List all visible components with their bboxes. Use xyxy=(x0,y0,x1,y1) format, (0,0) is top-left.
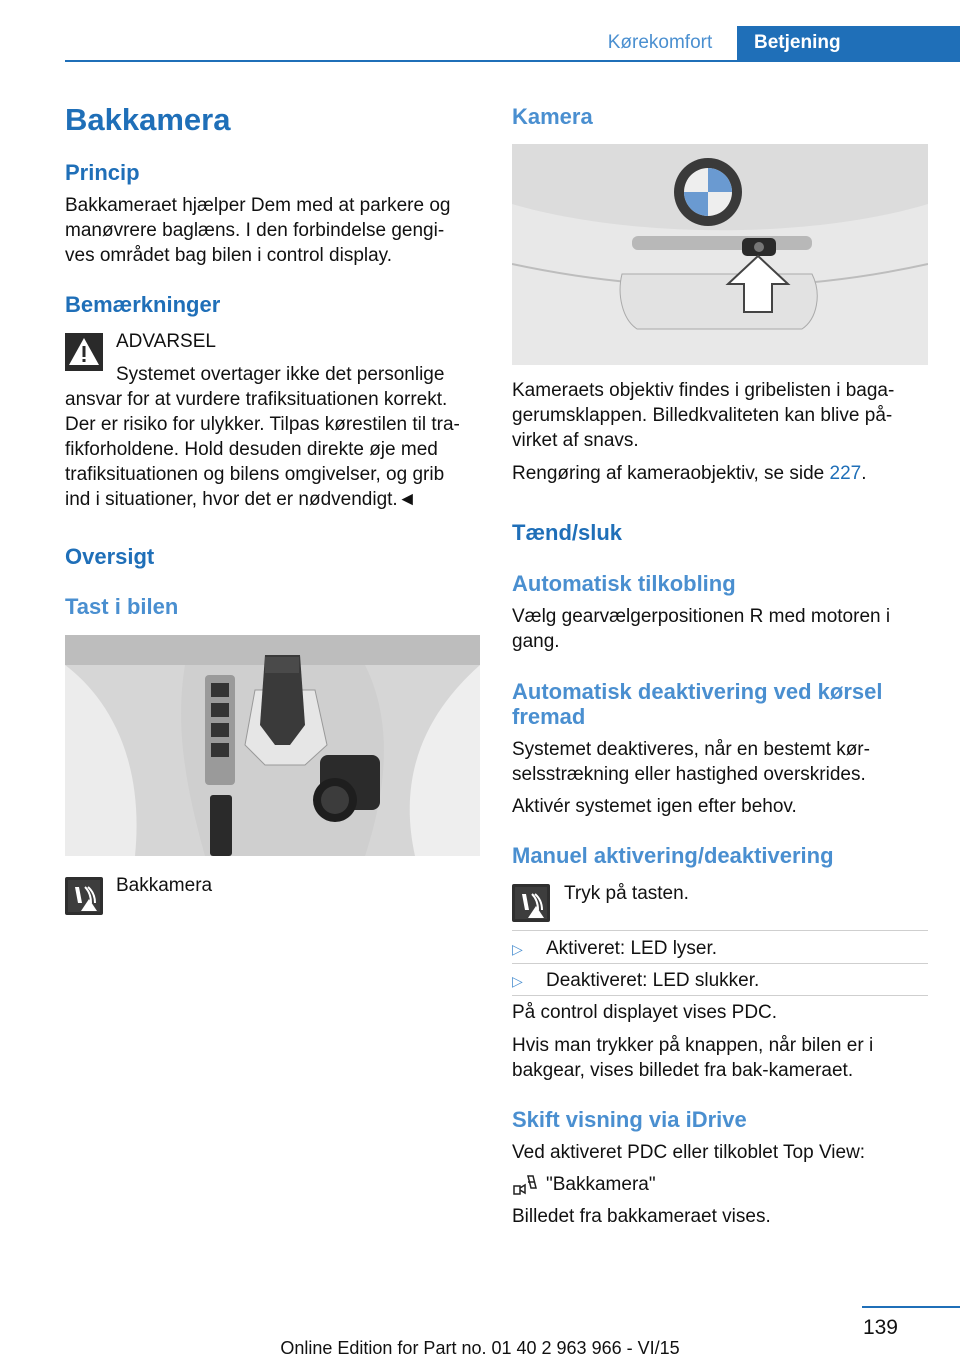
rear-camera-photo xyxy=(512,144,928,365)
bullet-divider xyxy=(512,963,928,964)
warning-label: ADVARSEL xyxy=(116,331,216,352)
bullet-item: ▷ Aktiveret: LED lyser. xyxy=(512,938,718,959)
camera-view-icon xyxy=(512,1174,538,1196)
center-console-photo xyxy=(65,635,480,856)
bullet-divider xyxy=(512,930,928,931)
page-number: 139 xyxy=(862,1316,898,1339)
rear-camera-button-icon xyxy=(65,877,103,915)
header-section: Kørekomfort xyxy=(607,32,713,53)
cleaning-text: Rengøring af kameraobjektiv, se side 227. xyxy=(512,463,867,484)
camera-heading: Kamera xyxy=(512,104,593,129)
idrive-menu-item: "Bakkamera" xyxy=(546,1174,656,1195)
edition-footer: Online Edition for Part no. 01 40 2 963 966 - VI/15 xyxy=(280,1338,680,1358)
bullet-item: ▷ Deaktiveret: LED slukker. xyxy=(512,970,760,991)
bullet-divider xyxy=(512,995,928,996)
pdc-text: På control displayet vises PDC. xyxy=(512,1002,778,1023)
button-caption: Bakkamera xyxy=(116,875,213,896)
manual-heading: Manuel aktivering/deaktivering xyxy=(512,843,834,868)
principle-text: Bakkameraet hjælper Dem med at parkere og manøvrere baglæns. I den forbindelse gengi- ves området bag bilen i control display. xyxy=(65,195,451,266)
reverse-text: Hvis man trykker på knappen, når bilen er i bakgear, vises billedet fra bak-kameraet. xyxy=(512,1035,874,1081)
footer-rule xyxy=(862,1306,960,1308)
cleaning-page-link[interactable]: 227 xyxy=(829,463,862,484)
manual-press: Tryk på tasten. xyxy=(564,883,689,904)
header-rule xyxy=(65,60,960,62)
auto-off-text: Systemet deaktiveres, når en bestemt kør- selsstrækning eller hastighed overskrides. xyxy=(512,739,870,785)
rear-camera-button-icon xyxy=(512,884,550,922)
idrive-intro: Ved aktiveret PDC eller tilkoblet Top View: xyxy=(512,1142,866,1163)
triangle-bullet-icon: ▷ xyxy=(512,941,523,957)
page-title: Bakkamera xyxy=(65,102,231,137)
warning-text: Systemet overtager ikke det personlige ansvar for at vurdere trafiksituationen korrekt. Der er risiko for ulykker. Tilpas kørestilen til tra- fikforholdene. Hold desuden direkte øje med trafiksituationen og bilens omgivelser, og grib ind i situationer, hvor det er nødvendigt.◄ xyxy=(65,364,460,510)
header-chapter: Betjening xyxy=(737,26,960,62)
idrive-result: Billedet fra bakkameraet vises. xyxy=(512,1206,771,1227)
auto-off-heading: Automatisk deaktivering ved kørsel fremad xyxy=(512,679,883,729)
button-heading: Tast i bilen xyxy=(65,594,179,619)
triangle-bullet-icon: ▷ xyxy=(512,973,523,989)
camera-text: Kameraets objektiv findes i gribelisten i baga- gerumsklappen. Billedkvaliteten kan blive på- virket af snavs. xyxy=(512,380,895,451)
auto-on-heading: Automatisk tilkobling xyxy=(512,571,736,596)
auto-off-again: Aktivér systemet igen efter behov. xyxy=(512,796,797,817)
overview-heading: Oversigt xyxy=(65,544,155,569)
notes-heading: Bemærkninger xyxy=(65,292,221,317)
principle-heading: Princip xyxy=(65,160,140,185)
onoff-heading: Tænd/sluk xyxy=(512,520,623,545)
auto-on-text: Vælg gearvælgerpositionen R med motoren i gang. xyxy=(512,606,891,652)
idrive-heading: Skift visning via iDrive xyxy=(512,1107,747,1132)
